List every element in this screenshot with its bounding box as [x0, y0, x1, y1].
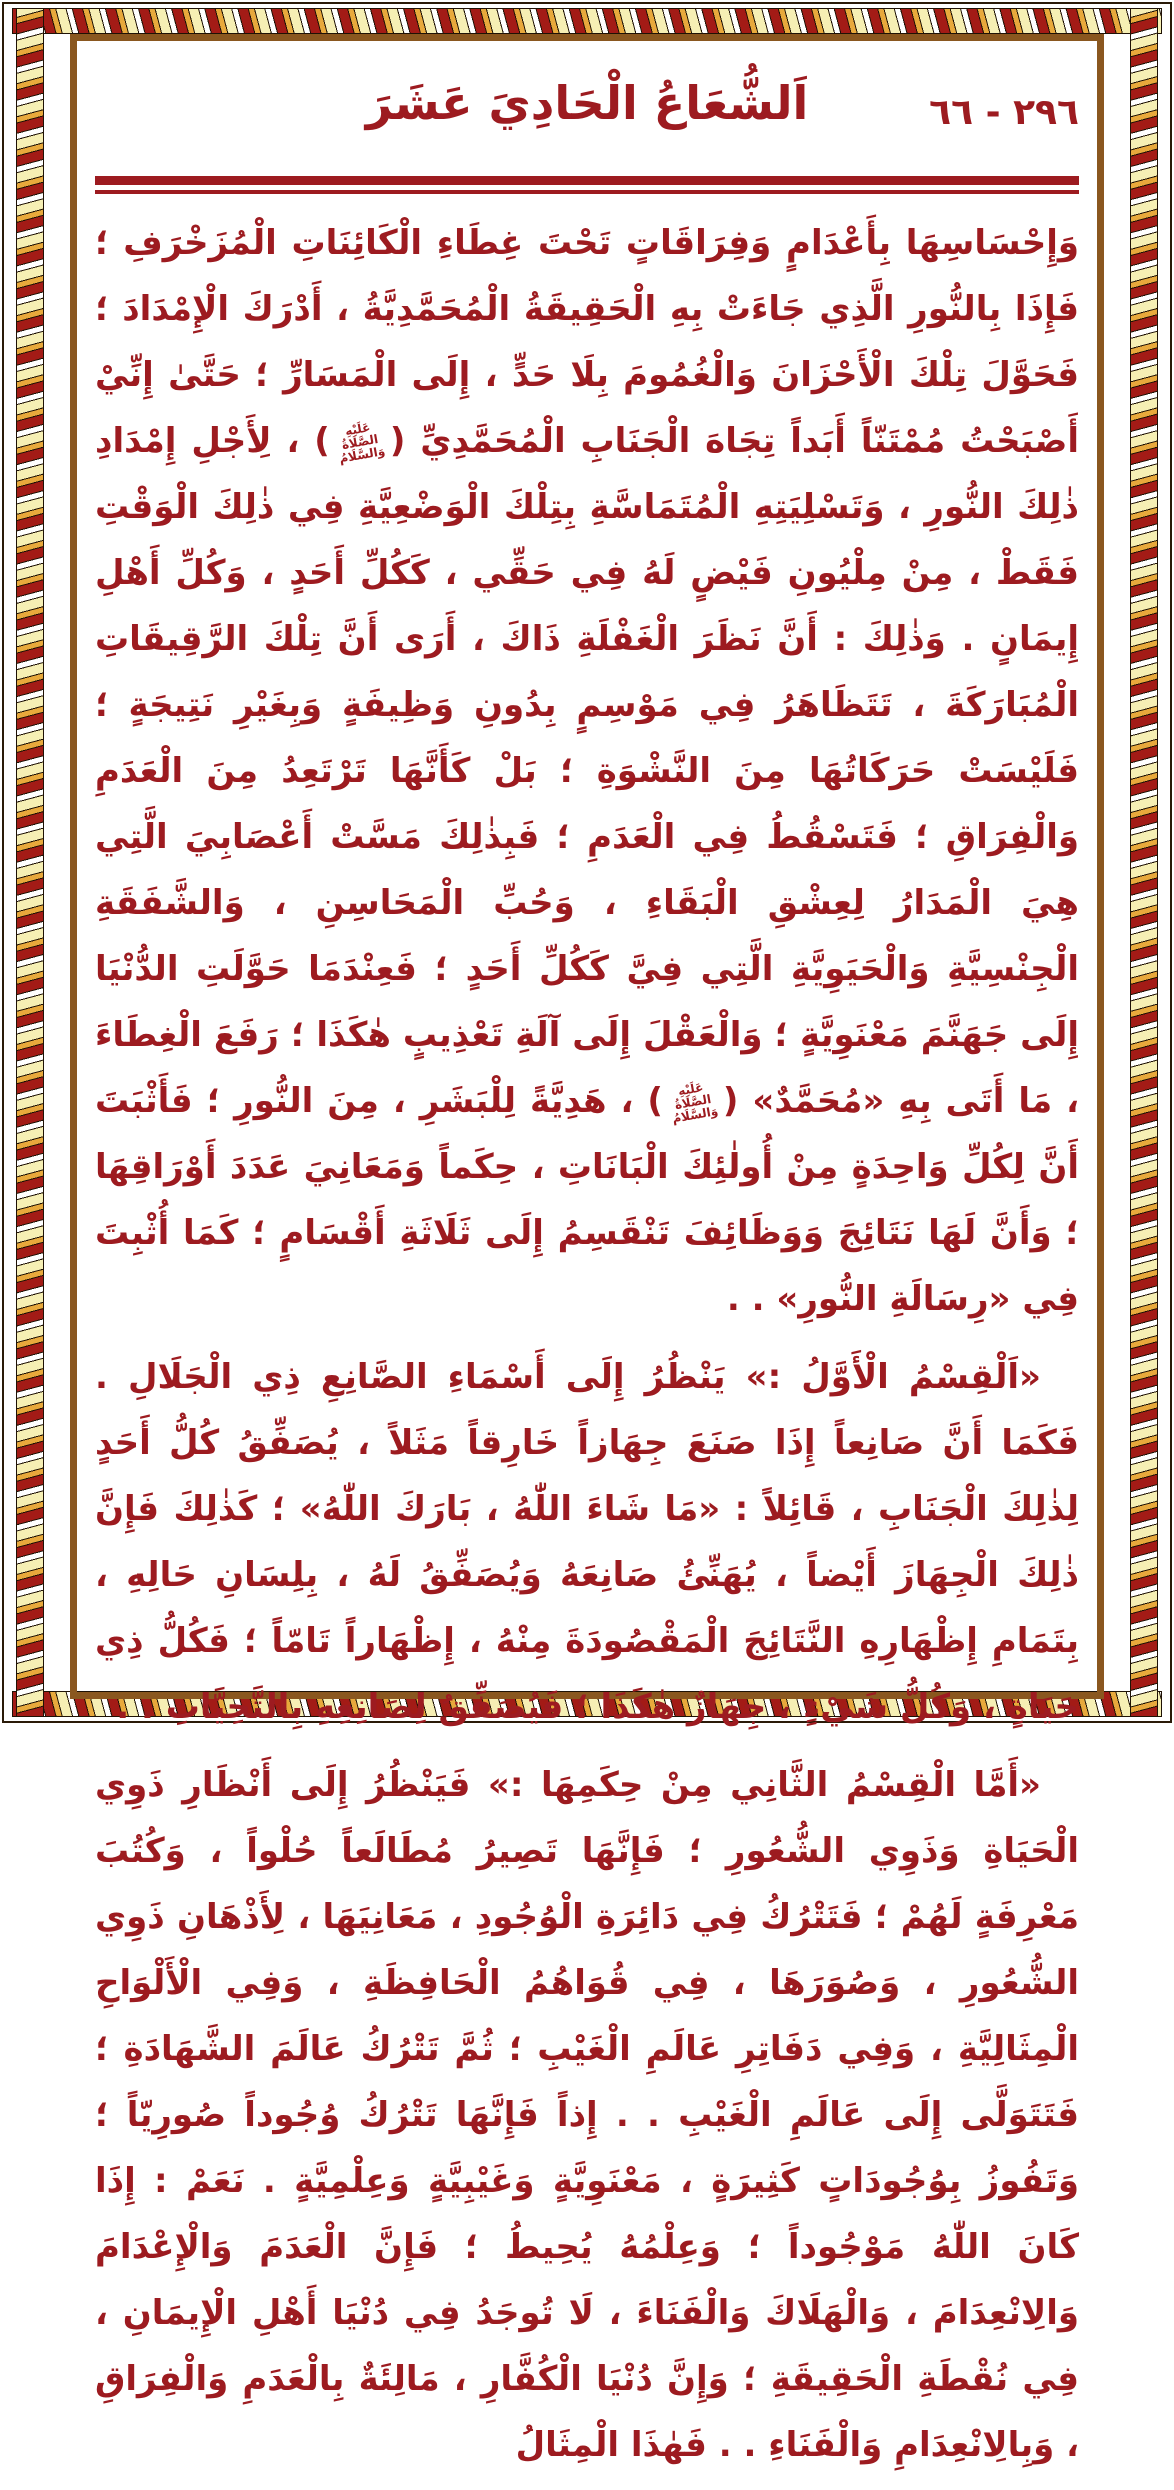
chain-border-right [1130, 8, 1158, 1717]
header-rule-thick [95, 176, 1079, 185]
page-title: اَلشُّعَاعُ الْحَادِيَ عَشَرَ [365, 76, 809, 130]
page-content [95, 58, 1079, 2490]
chain-border-left [16, 8, 44, 1717]
paragraph-2: «اَلْقِسْمُ الْأَوَّلُ :» يَنْظُرُ إِلَى أَسْمَاءِ الصَّانِعِ ذِي الْجَلَالِ . فَكَمَا أَنَّ صَانِعاً إِذَا صَنَعَ جِهَازاً خَارِقاً مَثَلاً ، يُصَفِّقُ كُلُّ أَحَدٍ لِذٰلِكَ الْجَنَابِ ، قَائِلاً : «مَا شَاءَ اللّٰهُ ، بَارَكَ اللّٰهُ» ؛ كَذٰلِكَ فَإِنَّ ذٰلِكَ الْجِهَازَ أَيْضاً ، يُهَنِّئُ صَانِعَهُ وَيُصَفِّقُ لَهُ ، بِلِسَانِ حَالِهِ ، بِتَمَامِ إِظْهَارِهِ النَّتَائِجَ الْمَقْصُودَةَ مِنْهُ ، إِظْهَاراً تَامّاً ؛ فَكُلُّ ذِي حَيَاةٍ ، وَكُلُّ شَيْءٍ ، جِهَازٌ هٰكَذَا ؛ فَيُصَفِّقُ لِصَانِعِهِ بِالتَّحِيَّاتِ . . [95, 1357, 1079, 1727]
paragraph-1-segment-2: ) ، لِأَجْلِ إِمْدَادِ ذٰلِكَ النُّورِ ، وَتَسْلِيَتِهِ الْمُتَمَاسَّةِ بِتِلْكَ الْوَضْعِيَّةِ فِي ذٰلِكَ الْوَقْتِ فَقَطْ ، مِنْ مِلْيُونِ فَيْضٍ لَهُ فِي حَقِّي ، كَكُلِّ أَحَدٍ ، وَكُلِّ أَهْلِ إِيمَانٍ . وَذٰلِكَ : أَنَّ نَظَرَ الْغَفْلَةِ ذَاكَ ، أَرَى أَنَّ تِلْكَ الرَّقِيقَاتِ الْمُبَارَكَةَ ، تَتَظَاهَرُ فِي مَوْسِمٍ بِدُونِ وَظِيفَةٍ وَبِغَيْرِ نَتِيجَةٍ ؛ فَلَيْسَتْ حَرَكَاتُهَا مِنَ النَّشْوَةِ ؛ بَلْ كَأَنَّهَا تَرْتَعِدُ مِنَ الْعَدَمِ وَالْفِرَاقِ ؛ فَتَسْقُطُ فِي الْعَدَمِ ؛ فَبِذٰلِكَ مَسَّتْ أَعْصَابِيَ الَّتِي هِيَ الْمَدَارُ لِعِشْقِ الْبَقَاءِ ، وَحُبِّ الْمَحَاسِنِ ، وَالشَّفَقَةِ الْجِنْسِيَّةِ وَالْحَيَوِيَّةِ الَّتِي فِيَّ كَكُلِّ أَحَدٍ ؛ فَعِنْدَمَا حَوَّلَتِ الدُّنْيَا إِلَى جَهَنَّمَ مَعْنَوِيَّةٍ ؛ وَالْعَقْلَ إِلَى آلَةِ تَعْذِيبٍ هٰكَذَا ؛ رَفَعَ الْغِطَاءَ ، مَا أَتَى بِهِ «مُحَمَّدٌ» ( [95, 421, 1079, 1121]
page-number: ٢٩٦ - ٦٦ [929, 92, 1079, 133]
page-header [95, 58, 1079, 166]
paragraph-1-segment-3: ) ، هَدِيَّةً لِلْبَشَرِ ، مِنَ النُّورِ ؛ فَأَثْبَتَ أَنَّ لِكُلِّ وَاحِدَةٍ مِنْ أُولٰئِكَ الْبَانَاتِ ، حِكَماً وَمَعَانِيَ عَدَدَ أَوْرَاقِهَا ؛ وَأَنَّ لَهَا نَتَائِجَ وَوَظَائِفَ تَنْقَسِمُ إِلَى ثَلَاثَةِ أَقْسَامٍ ؛ كَمَا أُثْبِتَ فِي «رِسَالَةِ النُّورِ» . . [95, 1081, 1079, 1319]
header-rule-thin [95, 190, 1079, 194]
salawat-stamp: عَلَيْهِ الصَّلَاةُ وَالسَّلَامُ [671, 1080, 720, 1126]
paragraph-1-segment-1: وَإِحْسَاسِهَا بِأَعْدَامٍ وَفِرَاقَاتٍ تَحْتَ غِطَاءِ الْكَائِنَاتِ الْمُزَخْرَفِ ؛ فَإِذَا بِالنُّورِ الَّذِي جَاءَتْ بِهِ الْحَقِيقَةُ الْمُحَمَّدِيَّةُ ، أَدْرَكَ الْإِمْدَادَ ؛ فَحَوَّلَ تِلْكَ الْأَحْزَانَ وَالْغُمُومَ بِلَا حَدٍّ ، إِلَى الْمَسَارِّ ؛ حَتَّىٰ إِنِّيْ أَصْبَحْتُ مُمْتَنّاً أَبَداً تِجَاهَ الْجَنَابِ الْمُحَمَّدِيِّ ( [95, 223, 1079, 461]
paragraph-1 [95, 210, 1079, 1332]
salawat-stamp: عَلَيْهِ الصَّلَاةُ وَالسَّلَامُ [338, 420, 386, 466]
chain-border-top [12, 8, 1162, 34]
body-text [95, 210, 1079, 2478]
paragraph-3: «أَمَّا الْقِسْمُ الثَّانِي مِنْ حِكَمِهَا :» فَيَنْظُرُ إِلَى أَنْظَارِ ذَوِي الْحَيَاةِ وَذَوِي الشُّعُورِ ؛ فَإِنَّهَا تَصِيرُ مُطَالَعاً حُلْواً ، وَكُتُبَ مَعْرِفَةٍ لَهُمْ ؛ فَتَتْرُكُ فِي دَائِرَةِ الْوُجُودِ ، مَعَانِيَهَا ، لِأَذْهَانِ ذَوِي الشُّعُورِ ، وَصُوَرَهَا ، فِي قُوَاهُمُ الْحَافِظَةِ ، وَفِي الْأَلْوَاحِ الْمِثَالِيَّةِ ، وَفِي دَفَاتِرِ عَالَمِ الْغَيْبِ ؛ ثُمَّ تَتْرُكُ عَالَمَ الشَّهَادَةِ ؛ فَتَتَوَلَّى إِلَى عَالَمِ الْغَيْبِ . . إِذاً فَإِنَّهَا تَتْرُكُ وُجُوداً صُورِيّاً ؛ وَتَفُوزُ بِوُجُودَاتٍ كَثِيرَةٍ ، مَعْنَوِيَّةٍ وَغَيْبِيَّةٍ وَعِلْمِيَّةٍ . نَعَمْ : إِذَا كَانَ اللّٰهُ مَوْجُوداً ؛ وَعِلْمُهُ يُحِيطُ ؛ فَإِنَّ الْعَدَمَ وَالْإِعْدَامَ وَالِانْعِدَامَ ، وَالْهَلَاكَ وَالْفَنَاءَ ، لَا تُوجَدُ فِي دُنْيَا أَهْلِ الْإِيمَانِ ، فِي نُقْطَةِ الْحَقِيقَةِ ؛ وَإِنَّ دُنْيَا الْكُفَّارِ ، مَالِئَةٌ بِالْعَدَمِ وَالْفِرَاقِ ، وَبِالِانْعِدَامِ وَالْفَنَاءِ . . فَهٰذَا الْمِثَالُ [95, 1765, 1079, 2465]
